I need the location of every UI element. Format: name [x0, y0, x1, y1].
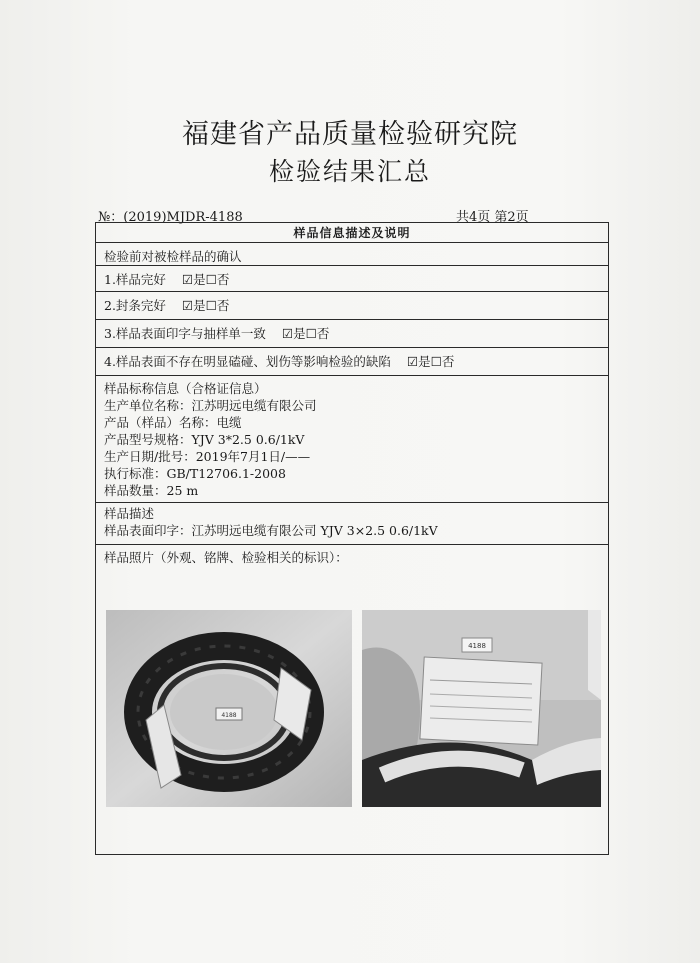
divider: [96, 319, 608, 320]
check-row: [104, 296, 229, 314]
description-title: 样品描述: [104, 506, 155, 521]
label-image: [362, 610, 601, 807]
check-label: 4.样品表面不存在明显磕碰、划伤等影响检验的缺陷: [104, 354, 391, 369]
institute-title: 福建省产品质量检验研究院: [182, 119, 518, 150]
check-mark: ☑是☐否: [181, 298, 230, 313]
table-header: 样品信息描述及说明: [293, 226, 411, 240]
manufacturer: 生产单位名称：江苏明远电缆有限公司: [104, 398, 317, 413]
divider: [96, 265, 608, 266]
divider: [96, 544, 608, 545]
quantity: 样品数量：25 m: [104, 483, 199, 498]
check-mark: ☑是☐否: [181, 272, 230, 287]
photo-tag-1: 4188: [221, 712, 237, 719]
standard: 执行标准：GB/T12706.1-2008: [104, 466, 286, 481]
check-mark: ☑是☐否: [281, 326, 330, 341]
sample-photo-label: [362, 610, 601, 807]
check-label: 2.封条完好: [104, 298, 166, 313]
coil-image: [106, 610, 352, 807]
divider: [96, 291, 608, 292]
divider: [96, 502, 608, 503]
product-name: 产品（样品）名称：电缆: [104, 415, 242, 430]
report-subtitle: 检验结果汇总: [268, 157, 431, 186]
label-info-title: 样品标称信息（合格证信息）: [104, 381, 267, 396]
check-row: [104, 324, 329, 342]
sample-photo-coil: [106, 610, 352, 807]
product-model: 产品型号规格：YJV 3*2.5 0.6/1kV: [104, 432, 305, 447]
check-row: [104, 352, 454, 370]
check-row: [104, 270, 229, 288]
divider: [96, 375, 608, 376]
sample-info-table: [95, 222, 609, 855]
production-date: 生产日期/批号：2019年7月1日/——: [104, 449, 311, 464]
check-label: 3.样品表面印字与抽样单一致: [104, 326, 266, 341]
document-number: №：(2019)MJDR-4188: [98, 210, 243, 225]
confirm-title: 检验前对被检样品的确认: [104, 249, 242, 264]
divider: [96, 347, 608, 348]
photo-tag-2: 4188: [468, 642, 486, 650]
surface-print: 样品表面印字：江苏明远电缆有限公司 YJV 3×2.5 0.6/1kV: [104, 523, 438, 538]
page-indicator: 共4页 第2页: [456, 210, 529, 225]
photos-title: 样品照片（外观、铭牌、检验相关的标识）：: [104, 550, 348, 565]
divider: [96, 242, 608, 243]
check-mark: ☑是☐否: [406, 354, 455, 369]
check-label: 1.样品完好: [104, 272, 166, 287]
